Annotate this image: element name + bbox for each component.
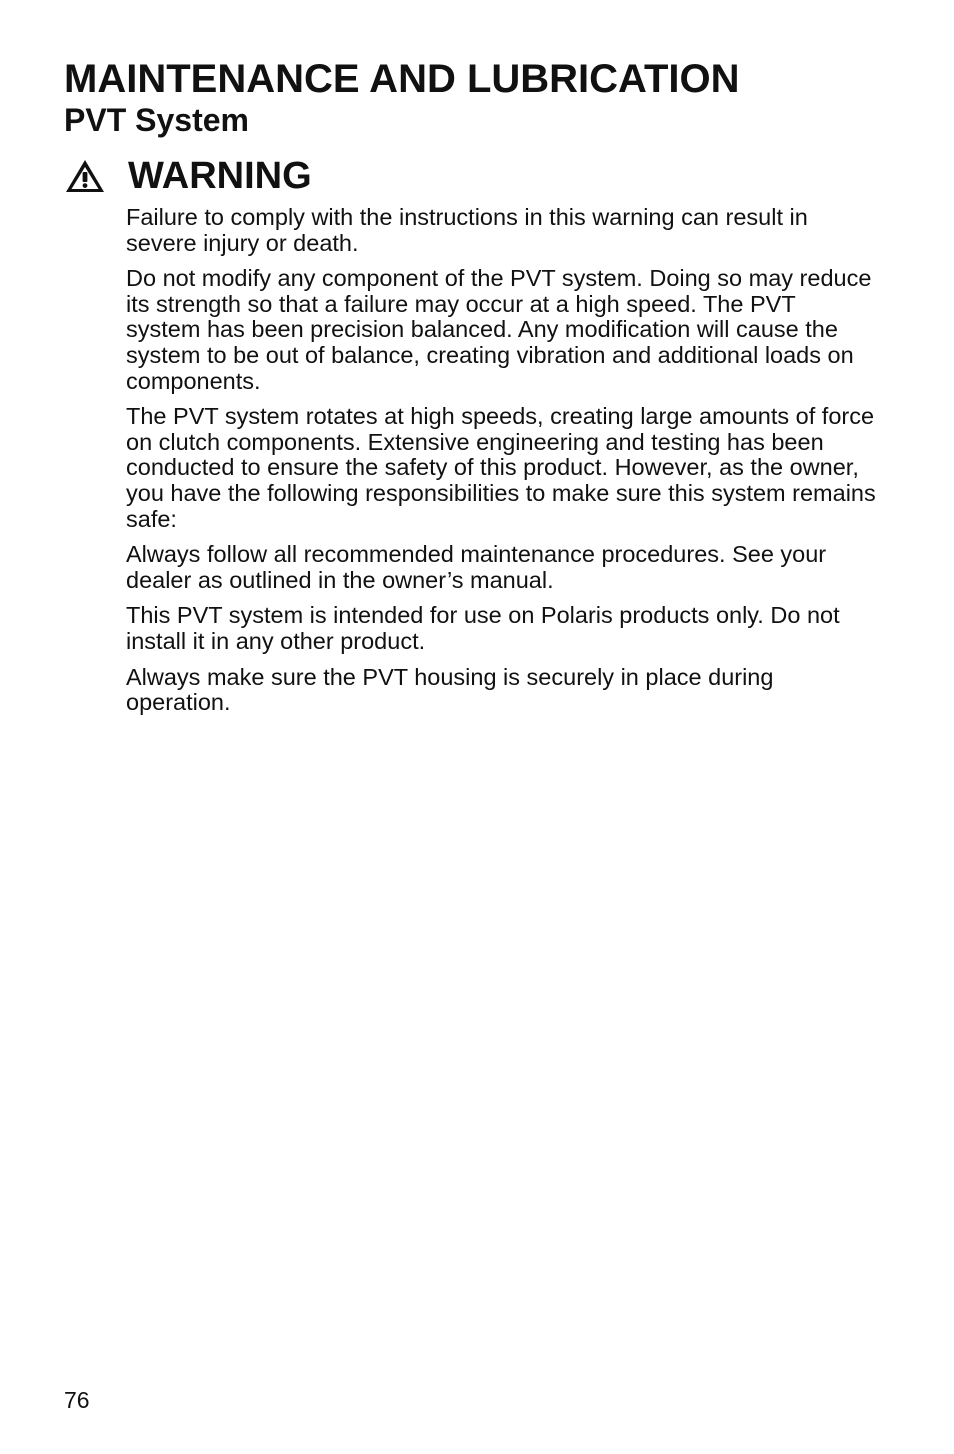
warning-body: [126, 205, 876, 726]
warning-paragraph: Failure to comply with the instructions in this warning can result in severe injury or death.: [126, 204, 808, 256]
page-title: MAINTENANCE AND LUBRICATION: [64, 57, 740, 101]
section-title: PVT System: [64, 102, 249, 138]
warning-paragraph: This PVT system is intended for use on Polaris products only. Do not install it in any other product.: [126, 602, 840, 654]
warning-paragraph: The PVT system rotates at high speeds, creating large amounts of force on clutch components. Extensive engineering and testing has been conducted to ensure the safety of this product. However, as the owner, you have the following responsibilities to make sure this system remains safe:: [126, 403, 876, 532]
warning-paragraph: Always make sure the PVT housing is securely in place during operation.: [126, 663, 774, 716]
warning-paragraph: Do not modify any component of the PVT system. Doing so may reduce its strength so that a failure may occur at a high speed. The PVT system has been precision balanced. Any modification will cause the system to be out of balance, creating vibration and additional loads on components.: [126, 265, 872, 394]
warning-heading: [64, 152, 312, 200]
warning-triangle-icon: [64, 158, 106, 194]
warning-title: WARNING: [128, 155, 312, 197]
warning-paragraph: Always follow all recommended maintenance procedures. See your dealer as outlined in the owner’s manual.: [126, 541, 827, 593]
page-number: 76: [64, 1387, 90, 1413]
